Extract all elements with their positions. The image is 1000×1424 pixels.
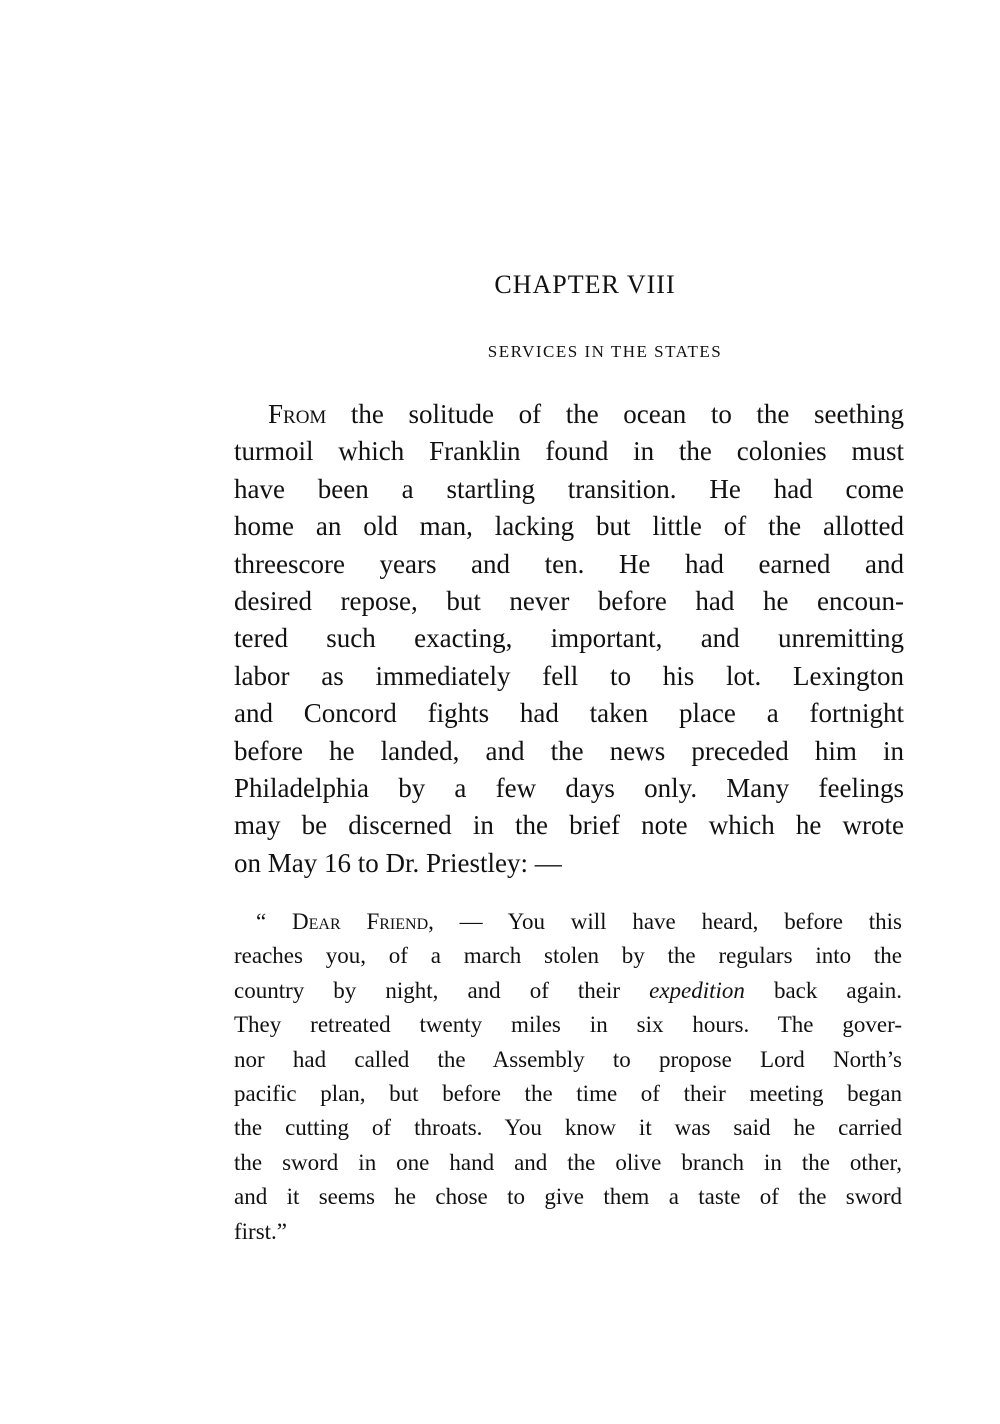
chapter-title: CHAPTER VIII [494, 270, 676, 299]
body-line: home an old man, lacking but little of the allotted [234, 511, 904, 542]
body-line: may be discerned in the brief note which he wrote [234, 810, 904, 841]
letter-line-text: — You will have heard, before this [433, 909, 902, 934]
body-line: labor as immediately fell to his lot. Lexington [234, 660, 904, 691]
body-line: tered such exacting, important, and unremitting [234, 623, 904, 654]
body-line: threescore years and ten. He had earned and [234, 548, 904, 579]
letter-line [234, 905, 902, 939]
letter-line-text: back again. [744, 977, 902, 1003]
letter-line: first.” [234, 1218, 288, 1244]
salutation: Dear Friend, [292, 909, 434, 934]
body-line [234, 396, 904, 433]
body-line: and Concord fights had taken place a fortnight [234, 698, 904, 729]
letter-line: the cutting of throats. You know it was said he carried [234, 1115, 902, 1141]
open-quote: “ [256, 909, 293, 934]
body-line: desired repose, but never before had he encoun- [234, 585, 904, 616]
body-line: on May 16 to Dr. Priestley: — [234, 847, 562, 878]
body-line: before he landed, and the news preceded him in [234, 735, 904, 766]
body-line: have been a startling transition. He had come [234, 473, 904, 504]
body-paragraph [234, 396, 904, 882]
letter-line [234, 974, 902, 1008]
body-line: Philadelphia by a few days only. Many feelings [234, 772, 904, 803]
chapter-subtitle: SERVICES IN THE STATES [487, 342, 723, 361]
letter-quote [234, 905, 902, 1249]
body-line: turmoil which Franklin found in the colonies must [234, 436, 904, 467]
letter-line: They retreated twenty miles in six hours. The gover- [234, 1012, 902, 1038]
letter-line-text: country by night, and of their [234, 977, 650, 1003]
italic-word: expedition [649, 977, 745, 1003]
letter-line: and it seems he chose to give them a taste of the sword [234, 1184, 902, 1210]
letter-line: nor had called the Assembly to propose Lord North’s [234, 1046, 902, 1072]
letter-line: pacific plan, but before the time of their meeting began [234, 1080, 902, 1106]
letter-line: the sword in one hand and the olive branch in the other, [234, 1149, 902, 1175]
letter-line: reaches you, of a march stolen by the regulars into the [234, 943, 902, 969]
lead-word: From [268, 399, 327, 429]
body-line-text: the solitude of the ocean to the seething [326, 399, 904, 429]
